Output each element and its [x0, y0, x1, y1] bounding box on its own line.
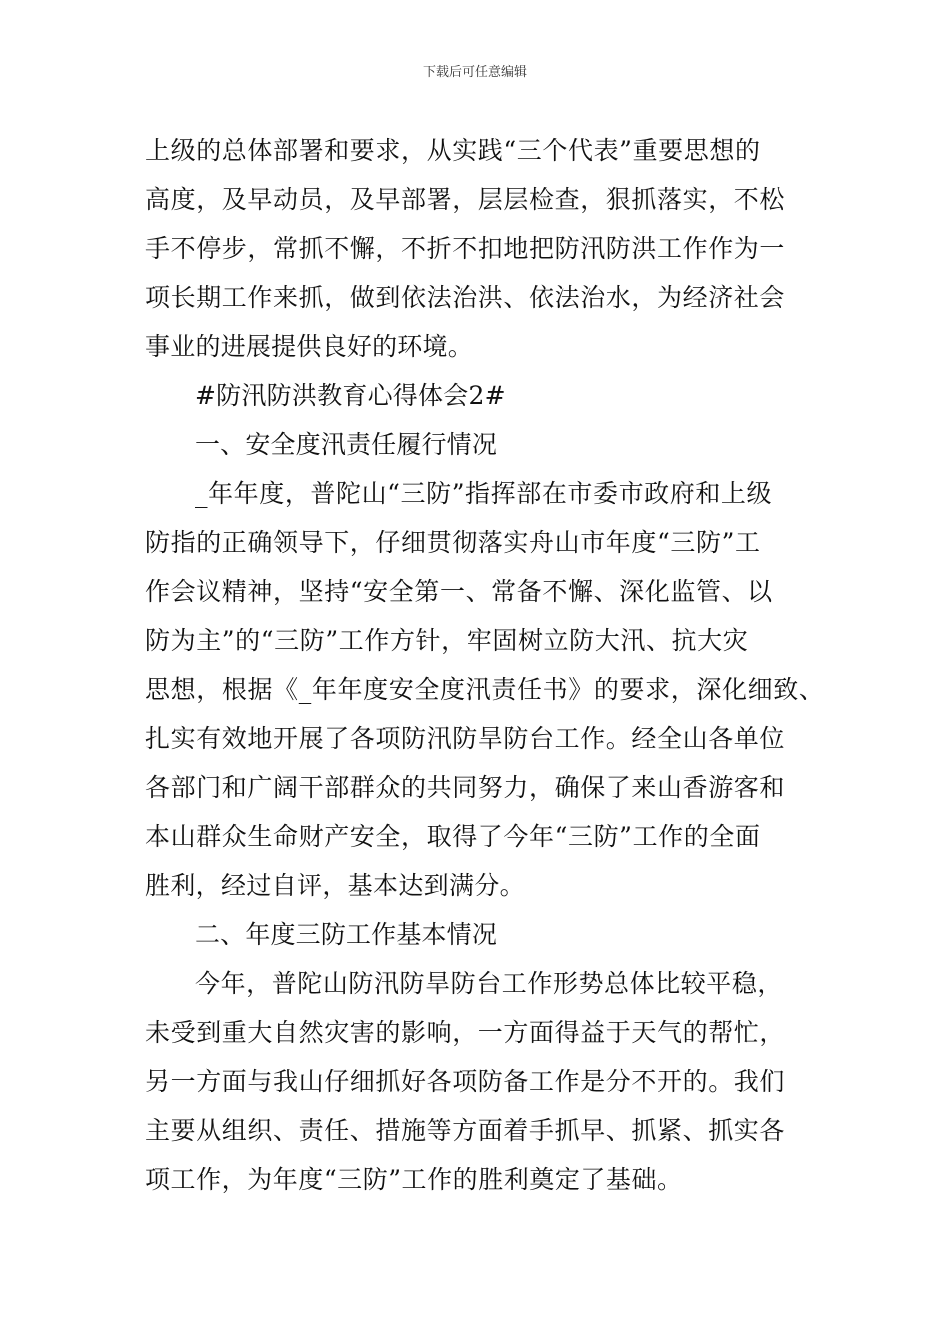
text-line: 扎实有效地开展了各项防汛防旱防台工作。经全山各单位: [145, 724, 786, 753]
text-line: 作会议精神，坚持“安全第一、常备不懈、深化监管、以: [145, 577, 773, 606]
text-line: 未受到重大自然灾害的影响，一方面得益于天气的帮忙，: [145, 1018, 786, 1047]
text-line: 另一方面与我山仔细抓好各项防备工作是分不开的。我们: [145, 1067, 786, 1096]
text-line: 事业的进展提供良好的环境。: [145, 332, 474, 361]
text-line: 上级的总体部署和要求，从实践“三个代表”重要思想的: [145, 136, 761, 165]
page-header: 下载后可任意编辑: [422, 65, 527, 80]
text-line: _年年度，普陀山“三防”指挥部在市委市政府和上级: [195, 479, 773, 508]
text-line: 本山群众生命财产安全，取得了今年“三防”工作的全面: [145, 822, 761, 851]
text-line: 一、安全度汛责任履行情况: [195, 430, 498, 459]
text-line: 主要从组织、责任、措施等方面着手抓早、抓紧、抓实各: [145, 1116, 786, 1145]
text-line: 防指的正确领导下，仔细贯彻落实舟山市年度“三防”工: [145, 528, 761, 557]
text-line: 防为主”的“三防”工作方针，牢固树立防大汛、抗大灾: [145, 626, 749, 655]
document-body: [145, 126, 845, 1204]
text-line: 高度，及早动员，及早部署，层层检查，狠抓落实，不松: [145, 185, 786, 214]
text-line: 今年，普陀山防汛防旱防台工作形势总体比较平稳，: [195, 969, 784, 998]
text-line: 胜利，经过自评，基本达到满分。: [145, 871, 526, 900]
text-line: 思想，根据《_年年度安全度汛责任书》的要求，深化细致、: [145, 675, 825, 704]
text-line: 项长期工作来抓，做到依法治洪、依法治水，为经济社会: [145, 283, 786, 312]
text-line: 手不停步，常抓不懈，不折不扣地把防汛防洪工作作为一: [145, 234, 786, 263]
text-line: 二、年度三防工作基本情况: [195, 920, 498, 949]
text-line: #防汛防洪教育心得体会2#: [195, 381, 506, 410]
text-line: 项工作，为年度“三防”工作的胜利奠定了基础。: [145, 1165, 683, 1194]
text-line: 各部门和广阔干部群众的共同努力，确保了来山香游客和: [145, 773, 786, 802]
